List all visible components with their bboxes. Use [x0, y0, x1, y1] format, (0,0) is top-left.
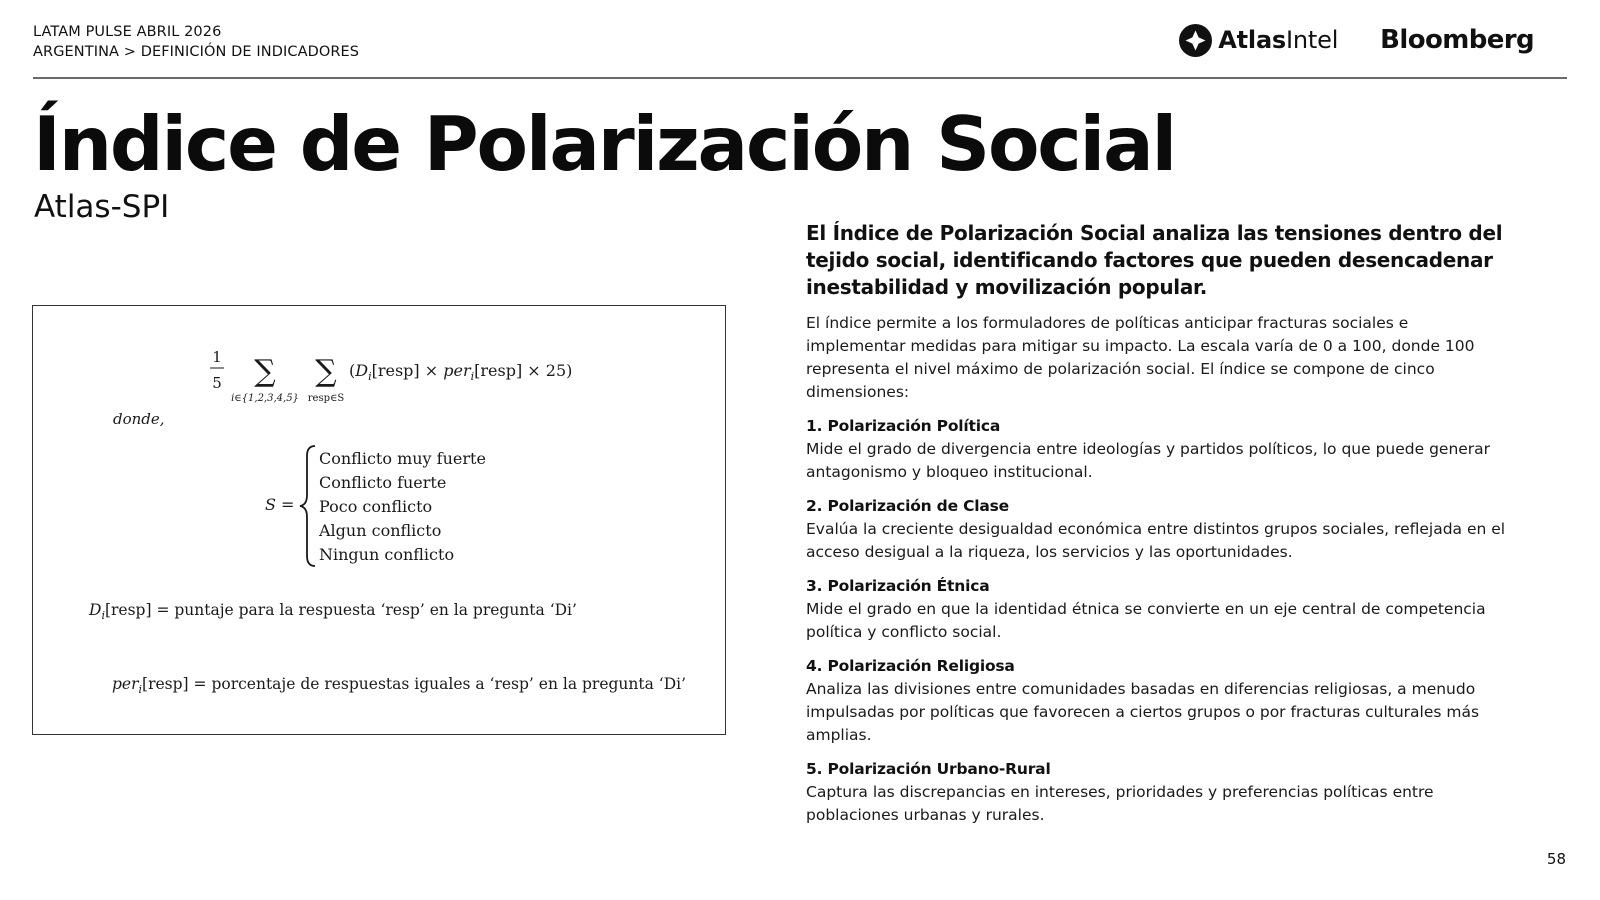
- set-definition: [265, 446, 486, 566]
- dimension-description: Mide el grado de divergencia entre ideologías y partidos políticos, lo que puede generar antagonismo y bloqueo institucional.: [806, 440, 1491, 481]
- breadcrumb: [33, 22, 359, 62]
- set-item-2: Conflicto fuerte: [319, 473, 447, 492]
- left-brace: [300, 446, 315, 566]
- dimension-description: Captura las discrepancias en intereses, prioridades y preferencias políticas entre poblaciones urbanas y rurales.: [806, 783, 1434, 824]
- intro-paragraph: El índice permite a los formuladores de políticas anticipar fracturas sociales e implementar medidas para mitigar su impacto. La escala varía de 0 a 100, donde 100 representa el nivel máximo de polarización social. El índice se compone de cinco dimensiones:: [806, 314, 1475, 401]
- dimension-item: [806, 415, 1512, 484]
- set-label: S =: [265, 495, 295, 514]
- dimension-title: 4. Polarización Religiosa: [806, 657, 1015, 675]
- dimension-title: 5. Polarización Urbano-Rural: [806, 760, 1051, 778]
- fraction-numerator: 1: [212, 348, 222, 366]
- page-title: Índice de Polarización Social: [33, 100, 1175, 188]
- dimension-description: Analiza las divisiones entre comunidades basadas en diferencias religiosas, a menudo impulsadas por políticas que favorecen a ciertos grupos o por fracturas culturales más amplias.: [806, 680, 1480, 744]
- atlasintel-wordmark: AtlasIntel: [1218, 26, 1339, 54]
- formula-box: [32, 305, 726, 735]
- report-name: LATAM PULSE ABRIL 2026: [33, 24, 222, 40]
- summation-symbol-2: ∑: [315, 354, 337, 389]
- dimension-item: [806, 575, 1512, 644]
- dimension-description: Evalúa la creciente desigualdad económica entre distintos grupos sociales, reflejada en el acceso desigual a la riqueza, los servicios y las oportunidades.: [806, 520, 1506, 561]
- dimension-title: 3. Polarización Étnica: [806, 577, 990, 595]
- summation-subscript-1: i∈{1,2,3,4,5}: [231, 393, 299, 404]
- where-label: donde,: [113, 410, 165, 428]
- page-number: 58: [1546, 850, 1566, 868]
- atlasintel-mark-icon: [1179, 24, 1212, 57]
- dimension-item: [806, 655, 1512, 747]
- set-item-5: Ningun conflicto: [319, 545, 455, 564]
- set-item-3: Poco conflicto: [319, 497, 433, 516]
- summation-symbol-1: ∑: [254, 354, 276, 389]
- atlasintel-logo: [1179, 24, 1338, 57]
- dimension-title: 1. Polarización Política: [806, 417, 1001, 435]
- section-path: ARGENTINA > DEFINICIÓN DE INDICADORES: [33, 44, 360, 60]
- formula-expression: ($D_i[resp]$ × per$_i$[resp] × 25): [349, 361, 573, 383]
- main-formula: [210, 348, 572, 404]
- formula-diagram: [33, 306, 727, 736]
- dimension-title: 2. Polarización de Clase: [806, 497, 1009, 515]
- page-subtitle: Atlas-SPI: [34, 189, 170, 225]
- header-divider: [33, 77, 1567, 79]
- dimension-item: [806, 758, 1512, 827]
- definition-d: $D_i[resp]$ = puntaje para la respuesta ‘resp’ en la pregunta ‘Di’: [89, 601, 577, 622]
- definition-per: per$_i$[resp] = porcentaje de respuestas iguales a ‘resp’ en la pregunta ‘Di’: [112, 675, 687, 696]
- summation-subscript-2: resp∈S: [307, 393, 345, 404]
- dimension-description: Mide el grado en que la identidad étnica se convierte en un eje central de competencia política y conflicto social.: [806, 600, 1486, 641]
- set-item-4: Algun conflicto: [319, 521, 442, 540]
- dimension-item: [806, 495, 1512, 564]
- bloomberg-logo: Bloomberg: [1380, 25, 1534, 55]
- lead-paragraph: El Índice de Polarización Social analiza las tensiones dentro del tejido social, identificando factores que pueden desencadenar inestabilidad y movilización popular.: [806, 221, 1503, 299]
- set-item-1: Conflicto muy fuerte: [319, 449, 486, 468]
- logos: [1179, 22, 1534, 58]
- description-column: [806, 220, 1512, 838]
- fraction-denominator: 5: [212, 374, 222, 392]
